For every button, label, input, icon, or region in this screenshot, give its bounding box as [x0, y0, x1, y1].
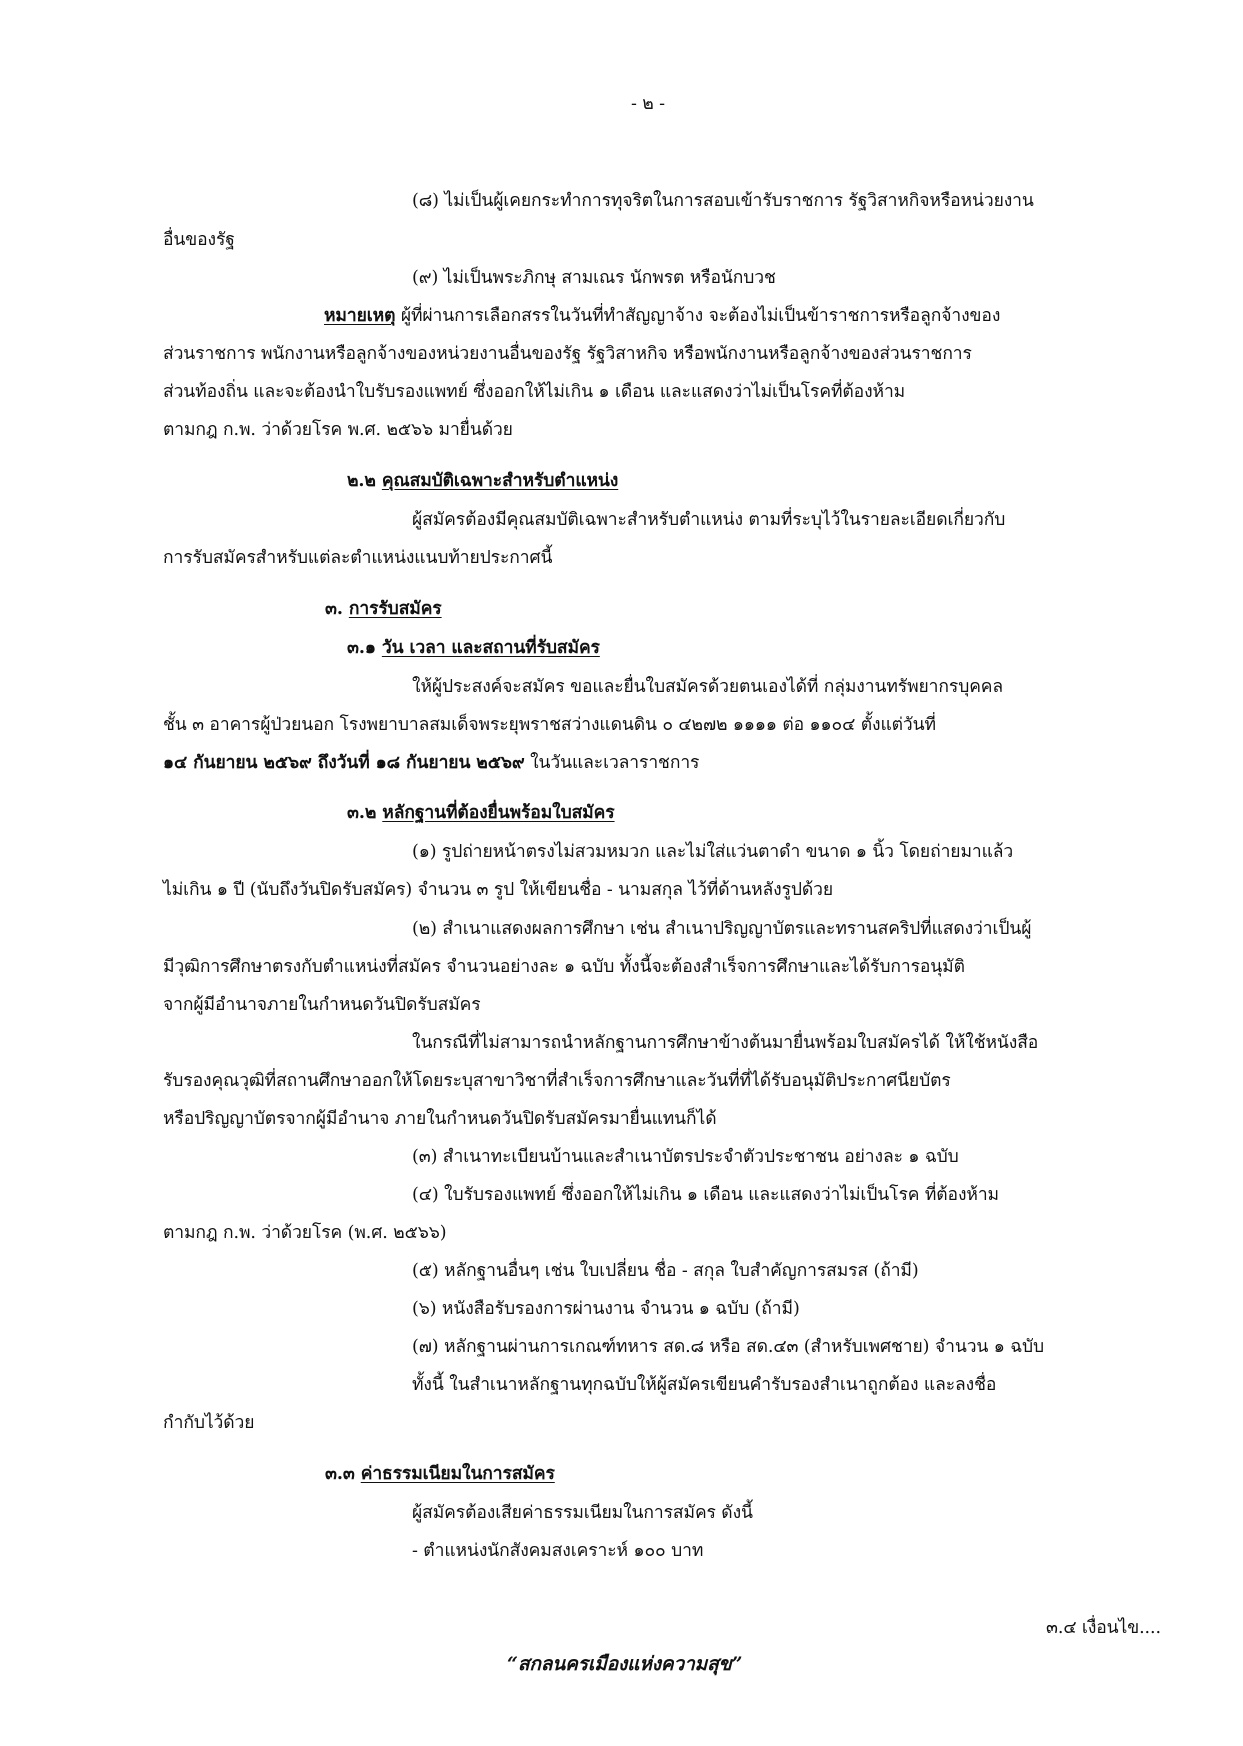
section-2-2-line-2: การรับสมัครสำหรับแต่ละตำแหน่งแนบท้ายประกาศนี้: [163, 548, 553, 568]
note-line-3: ส่วนท้องถิ่น และจะต้องนำใบรับรองแพทย์ ซึ่งออกให้ไม่เกิน ๑ เดือน และแสดงว่าไม่เป็นโรคที่ต้องห้าม: [163, 382, 906, 402]
doc-item-6: (๖) หนังสือรับรองการผ่านงาน จำนวน ๑ ฉบับ (ถ้ามี): [412, 1299, 800, 1319]
motto: “สกลนครเมืองแห่งความสุข”: [507, 1653, 743, 1675]
note-line-1: [324, 304, 1000, 328]
doc-item-2-line-1: (๒) สำเนาแสดงผลการศึกษา เช่น สำเนาปริญญาบัตรและทรานสคริปที่แสดงว่าเป็นผู้: [412, 919, 1032, 939]
section-3-number: ๓.: [325, 599, 343, 619]
section-3-2-title: หลักฐานที่ต้องยื่นพร้อมใบสมัคร: [382, 803, 615, 823]
fee-item: - ตำแหน่งนักสังคมสงเคราะห์ ๑๐๐ บาท: [412, 1541, 704, 1561]
section-3-2-number: ๓.๒: [347, 803, 377, 823]
section-2-2-line-1: ผู้สมัครต้องมีคุณสมบัติเฉพาะสำหรับตำแหน่ง ตามที่ระบุไว้ในรายละเอียดเกี่ยวกับ: [412, 510, 1006, 530]
doc-para-line-3: หรือปริญญาบัตรจากผู้มีอำนาจ ภายในกำหนดวันปิดรับสมัครมายื่นแทนก็ได้: [163, 1109, 717, 1129]
doc-item-2-line-2: มีวุฒิการศึกษาตรงกับตำแหน่งที่สมัคร จำนวนอย่างละ ๑ ฉบับ ทั้งนี้จะต้องสำเร็จการศึกษาและได้รับการอนุมัติ: [163, 957, 965, 977]
doc-item-2-line-3: จากผู้มีอำนาจภายในกำหนดวันปิดรับสมัคร: [163, 995, 481, 1015]
note-line-2: ส่วนราชการ พนักงานหรือลูกจ้างของหน่วยงานอื่นของรัฐ รัฐวิสาหกิจ หรือพนักงานหรือลูกจ้างของส่วนราชการ: [163, 344, 972, 364]
continue-label: ๓.๔ เงื่อนไข....: [1046, 1618, 1161, 1638]
item-9: (๙) ไม่เป็นพระภิกษุ สามเณร นักพรต หรือนักบวช: [412, 268, 776, 288]
doc-item-1-line-2: ไม่เกิน ๑ ปี (นับถึงวันปิดรับสมัคร) จำนวน ๓ รูป ให้เขียนชื่อ - นามสกุล ไว้ที่ด้านหลังรูปด้วย: [163, 880, 834, 900]
doc-para-line-2: รับรองคุณวุฒิที่สถานศึกษาออกให้โดยระบุสาขาวิชาที่สำเร็จการศึกษาและวันที่ที่ได้รับอนุมัติประกาศนียบัตร: [163, 1071, 951, 1091]
section-3-2-heading: [347, 801, 615, 825]
page-number: - ๒ -: [631, 94, 665, 114]
doc-para-line-1: ในกรณีที่ไม่สามารถนำหลักฐานการศึกษาข้างต้นมายื่นพร้อมใบสมัครได้ ให้ใช้หนังสือ: [412, 1033, 1039, 1053]
note-line-1-text: ผู้ที่ผ่านการเลือกสรรในวันที่ทำสัญญาจ้าง จะต้องไม่เป็นข้าราชการหรือลูกจ้างของ: [400, 306, 1001, 326]
note-label: หมายเหตุ: [324, 306, 396, 326]
section-3-3-heading: [325, 1462, 555, 1486]
doc-item-7: (๗) หลักฐานผ่านการเกณฑ์ทหาร สด.๘ หรือ สด.๔๓ (สำหรับเพศชาย) จำนวน ๑ ฉบับ: [412, 1337, 1045, 1357]
section-3-1-number: ๓.๑: [347, 638, 376, 658]
doc-note-line-2: กำกับไว้ด้วย: [163, 1413, 255, 1433]
section-3-1-heading: [347, 636, 600, 660]
application-period: ๑๔ กันยายน ๒๕๖๙ ถึงวันที่ ๑๘ กันยายน ๒๕๖๙: [163, 753, 525, 773]
section-3-3-line-1: ผู้สมัครต้องเสียค่าธรรมเนียมในการสมัคร ดังนี้: [412, 1503, 753, 1523]
section-3-1-line-1: ให้ผู้ประสงค์จะสมัคร ขอและยื่นใบสมัครด้วยตนเองได้ที่ กลุ่มงานทรัพยากรบุคคล: [412, 677, 1004, 697]
doc-item-1-line-1: (๑) รูปถ่ายหน้าตรงไม่สวมหมวก และไม่ใส่แว่นตาดำ ขนาด ๑ นิ้ว โดยถ่ายมาแล้ว: [412, 842, 1014, 862]
doc-note-line-1: ทั้งนี้ ในสำเนาหลักฐานทุกฉบับให้ผู้สมัครเขียนคำรับรองสำเนาถูกต้อง และลงชื่อ: [412, 1375, 997, 1395]
section-3-1-title: วัน เวลา และสถานที่รับสมัคร: [381, 638, 600, 658]
section-3-1-line-3: [163, 751, 699, 775]
doc-item-4-line-2: ตามกฎ ก.พ. ว่าด้วยโรค (พ.ศ. ๒๕๖๖): [163, 1223, 447, 1243]
section-2-2-heading: [347, 469, 618, 493]
note-line-4: ตามกฎ ก.พ. ว่าด้วยโรค พ.ศ. ๒๕๖๖ มายื่นด้วย: [163, 420, 513, 440]
item-8-line-1: (๘) ไม่เป็นผู้เคยกระทำการทุจริตในการสอบเข้ารับราชการ รัฐวิสาหกิจหรือหน่วยงาน: [412, 191, 1034, 211]
section-3-3-number: ๓.๓: [325, 1464, 355, 1484]
doc-item-5: (๕) หลักฐานอื่นๆ เช่น ใบเปลี่ยน ชื่อ - สกุล ใบสำคัญการสมรส (ถ้ามี): [412, 1261, 919, 1281]
section-2-2-title: คุณสมบัติเฉพาะสำหรับตำแหน่ง: [381, 471, 619, 491]
section-3-title: การรับสมัคร: [348, 599, 442, 619]
section-2-2-number: ๒.๒: [347, 471, 376, 491]
item-8-line-2: อื่นของรัฐ: [163, 230, 235, 250]
doc-item-4-line-1: (๔) ใบรับรองแพทย์ ซึ่งออกให้ไม่เกิน ๑ เดือน และแสดงว่าไม่เป็นโรค ที่ต้องห้าม: [412, 1185, 999, 1205]
application-hours: ในวันและเวลาราชการ: [524, 753, 700, 773]
section-3-3-title: ค่าธรรมเนียมในการสมัคร: [360, 1464, 555, 1484]
section-3-1-line-2: ชั้น ๓ อาคารผู้ป่วยนอก โรงพยาบาลสมเด็จพระยุพราชสว่างแดนดิน ๐ ๔๒๗๒ ๑๑๑๑ ต่อ ๑๑๐๔ ตั้งแต่วันที่: [163, 715, 936, 735]
doc-item-3: (๓) สำเนาทะเบียนบ้านและสำเนาบัตรประจำตัวประชาชน อย่างละ ๑ ฉบับ: [412, 1147, 959, 1167]
section-3-heading: [325, 597, 442, 621]
